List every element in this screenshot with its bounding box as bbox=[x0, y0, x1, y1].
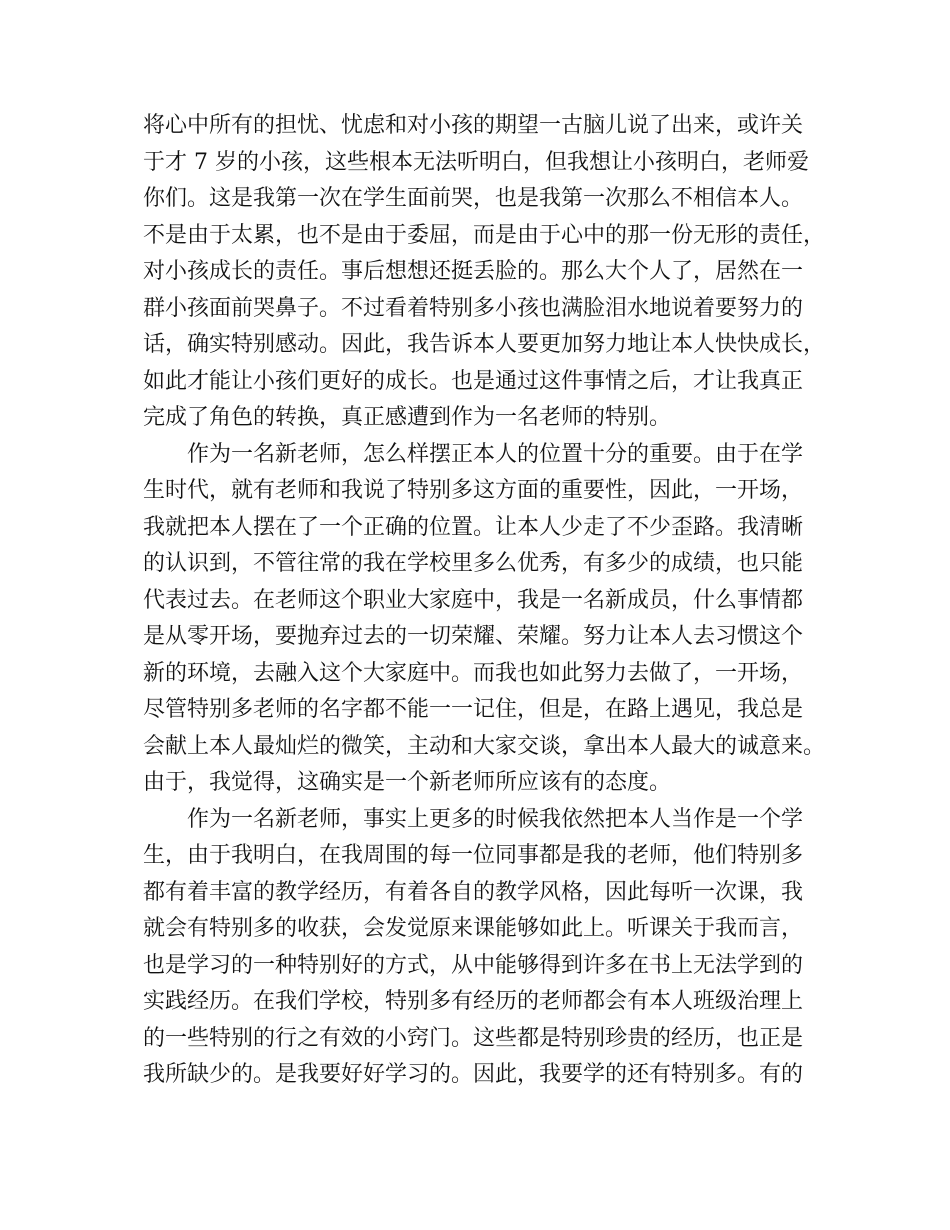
text-line: 也是学习的一种特别好的方式，从中能够得到许多在书上无法学到的 bbox=[143, 952, 804, 978]
text-line: 不是由于太累，也不是由于委屈，而是由于心中的那一份无形的责任， bbox=[143, 222, 826, 248]
text-line: 尽管特别多老师的名字都不能一一记住，但是，在路上遇见，我总是 bbox=[143, 697, 804, 722]
text-line: 将心中所有的担忧、忧虑和对小孩的期望一古脑儿说了出来，或许关 bbox=[143, 113, 804, 138]
text-line: 对小孩成长的责任。事后想想还挺丢脸的。那么大个人了，居然在一 bbox=[143, 259, 804, 284]
text-line: 的认识到，不管往常的我在学校里多么优秀，有多少的成绩，也只能 bbox=[143, 551, 804, 576]
text-line: 我所缺少的。是我要好好学习的。因此，我要学的还有特别多。有的 bbox=[143, 1062, 804, 1087]
text-line: 作为一名新老师，事实上更多的时候我依然把本人当作是一个学 bbox=[143, 806, 804, 832]
text-line: 生，由于我明白，在我周围的每一位同事都是我的老师，他们特别多 bbox=[143, 843, 804, 868]
text-line: 都有着丰富的教学经历，有着各自的教学风格，因此每听一次课，我 bbox=[143, 879, 804, 905]
text-line: 代表过去。在老师这个职业大家庭中，我是一名新成员，什么事情都 bbox=[143, 587, 804, 613]
text-line: 的一些特别的行之有效的小窍门。这些都是特别珍贵的经历，也正是 bbox=[143, 1025, 804, 1051]
text-line: 作为一名新老师，怎么样摆正本人的位置十分的重要。由于在学 bbox=[143, 441, 804, 467]
text-line: 如此才能让小孩们更好的成长。也是通过这件事情之后，才让我真正 bbox=[143, 368, 804, 394]
text-line: 新的环境，去融入这个大家庭中。而我也如此努力去做了，一开场， bbox=[143, 660, 804, 686]
text-line: 我就把本人摆在了一个正确的位置。让本人少走了不少歪路。我清晰 bbox=[143, 514, 804, 540]
text-line: 会献上本人最灿烂的微笑，主动和大家交谈，拿出本人最大的诚意来。 bbox=[143, 733, 826, 759]
text-line: 由于，我觉得，这确实是一个新老师所应该有的态度。 bbox=[143, 770, 672, 795]
text-line: 就会有特别多的收获，会发觉原来课能够如此上。听课关于我而言， bbox=[143, 916, 804, 941]
text-line: 实践经历。在我们学校，特别多有经历的老师都会有本人班级治理上 bbox=[143, 989, 804, 1014]
text-line: 群小孩面前哭鼻子。不过看着特别多小孩也满脸泪水地说着要努力的 bbox=[143, 295, 804, 321]
text-line: 你们。这是我第一次在学生面前哭，也是我第一次那么不相信本人。 bbox=[143, 186, 804, 211]
text-line: 于才 7 岁的小孩，这些根本无法听明白，但我想让小孩明白，老师爱 bbox=[143, 149, 809, 175]
text-line: 话，确实特别感动。因此，我告诉本人要更加努力地让本人快快成长， bbox=[143, 332, 826, 357]
text-line: 生时代，就有老师和我说了特别多这方面的重要性，因此，一开场， bbox=[143, 478, 804, 503]
text-line: 是从零开场，要抛弃过去的一切荣耀、荣耀。努力让本人去习惯这个 bbox=[143, 624, 804, 649]
document-body bbox=[143, 108, 833, 1094]
text-line: 完成了角色的转换，真正感遭到作为一名老师的特别。 bbox=[143, 405, 672, 430]
